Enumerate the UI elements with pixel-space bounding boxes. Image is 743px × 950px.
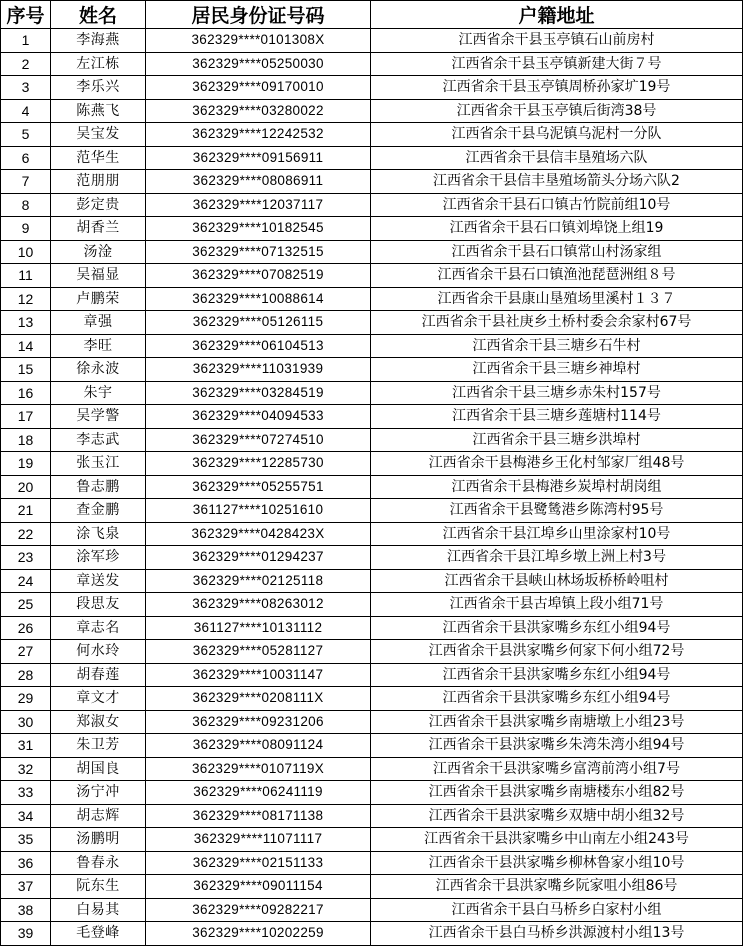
row-id-number: 362329****08263012 (146, 593, 371, 617)
row-name: 胡国良 (51, 757, 146, 781)
row-id-number: 362329****12037117 (146, 193, 371, 217)
table-row (1, 804, 743, 828)
row-name: 阮东生 (51, 875, 146, 899)
table-row (1, 123, 743, 147)
row-name: 汤淦 (51, 240, 146, 264)
table-row (1, 734, 743, 758)
row-index: 33 (1, 781, 51, 805)
table-row (1, 381, 743, 405)
row-index: 20 (1, 475, 51, 499)
row-address: 江西省余干县社庚乡土桥村委会余家村67号 (371, 311, 743, 335)
row-address: 江西省余干县峡山林场坂桥桥岭咀村 (371, 569, 743, 593)
row-name: 范朋朋 (51, 170, 146, 194)
row-name: 徐永波 (51, 358, 146, 382)
table-row (1, 428, 743, 452)
table-row (1, 452, 743, 476)
row-address: 江西省余干县三塘乡莲塘村114号 (371, 405, 743, 429)
row-name: 吴福显 (51, 264, 146, 288)
row-id-number: 362329****06241119 (146, 781, 371, 805)
row-address: 江西省余干县鹭鸶港乡陈湾村95号 (371, 499, 743, 523)
table-row (1, 76, 743, 100)
row-address: 江西省余干县江埠乡山里涂家村10号 (371, 522, 743, 546)
row-id-number: 362329****02125118 (146, 569, 371, 593)
row-id-number: 362329****05126115 (146, 311, 371, 335)
row-id-number: 362329****0428423X (146, 522, 371, 546)
row-address: 江西省余干县江埠乡墩上洲上村3号 (371, 546, 743, 570)
table-row (1, 546, 743, 570)
row-id-number: 362329****07132515 (146, 240, 371, 264)
row-index: 10 (1, 240, 51, 264)
row-name: 章文才 (51, 687, 146, 711)
row-name: 陈燕飞 (51, 99, 146, 123)
row-address: 江西省余干县洪家嘴乡南塘墩上小组23号 (371, 710, 743, 734)
header-row (1, 1, 743, 29)
row-address: 江西省余干县洪家嘴乡柳林鲁家小组10号 (371, 851, 743, 875)
row-id-number: 362329****0107119X (146, 757, 371, 781)
row-address: 江西省余干县洪家嘴乡东红小组94号 (371, 687, 743, 711)
row-index: 36 (1, 851, 51, 875)
row-name: 朱宇 (51, 381, 146, 405)
table-row (1, 757, 743, 781)
row-index: 26 (1, 616, 51, 640)
row-address: 江西省余干县石口镇常山村汤家组 (371, 240, 743, 264)
header-index: 序号 (1, 1, 51, 29)
row-index: 38 (1, 898, 51, 922)
row-address: 江西省余干县洪家嘴乡南塘楼东小组82号 (371, 781, 743, 805)
table-row (1, 264, 743, 288)
table-row (1, 640, 743, 664)
table-row (1, 875, 743, 899)
row-index: 1 (1, 29, 51, 53)
row-index: 37 (1, 875, 51, 899)
row-index: 39 (1, 922, 51, 946)
row-index: 34 (1, 804, 51, 828)
row-id-number: 362329****0101308X (146, 29, 371, 53)
row-name: 汤宁冲 (51, 781, 146, 805)
row-address: 江西省余干县洪家嘴乡何家下何小组72号 (371, 640, 743, 664)
table-row (1, 922, 743, 946)
row-id-number: 362329****04094533 (146, 405, 371, 429)
row-id-number: 362329****09170010 (146, 76, 371, 100)
table-row (1, 52, 743, 76)
table-row (1, 522, 743, 546)
row-index: 31 (1, 734, 51, 758)
row-name: 李旺 (51, 334, 146, 358)
row-name: 吴学警 (51, 405, 146, 429)
row-index: 5 (1, 123, 51, 147)
row-address: 江西省余干县玉亭镇新建大街７号 (371, 52, 743, 76)
row-address: 江西省余干县洪家嘴乡富湾前湾小组7号 (371, 757, 743, 781)
row-name: 鲁志鹏 (51, 475, 146, 499)
row-address: 江西省余干县梅港乡炭埠村胡岗组 (371, 475, 743, 499)
row-name: 段思友 (51, 593, 146, 617)
row-index: 23 (1, 546, 51, 570)
row-address: 江西省余干县梅港乡王化村邹家厂组48号 (371, 452, 743, 476)
row-id-number: 362329****10088614 (146, 287, 371, 311)
row-address: 江西省余干县信丰垦殖场箭头分场六队2 (371, 170, 743, 194)
row-id-number: 362329****05250030 (146, 52, 371, 76)
row-address: 江西省余干县石口镇刘埠饶上组19 (371, 217, 743, 241)
row-id-number: 362329****07274510 (146, 428, 371, 452)
table-row (1, 311, 743, 335)
row-name: 吴宝发 (51, 123, 146, 147)
row-id-number: 362329****01294237 (146, 546, 371, 570)
row-name: 汤鹏明 (51, 828, 146, 852)
table-row (1, 898, 743, 922)
row-index: 9 (1, 217, 51, 241)
table-row (1, 851, 743, 875)
row-index: 8 (1, 193, 51, 217)
table-row (1, 287, 743, 311)
row-address: 江西省余干县石口镇渔池琵琶洲组８号 (371, 264, 743, 288)
row-name: 李志武 (51, 428, 146, 452)
row-index: 30 (1, 710, 51, 734)
table-row (1, 217, 743, 241)
row-index: 4 (1, 99, 51, 123)
row-index: 21 (1, 499, 51, 523)
table-row (1, 710, 743, 734)
table-row (1, 781, 743, 805)
row-name: 郑淑女 (51, 710, 146, 734)
row-name: 张玉江 (51, 452, 146, 476)
table-row (1, 405, 743, 429)
row-index: 11 (1, 264, 51, 288)
table-row (1, 240, 743, 264)
row-id-number: 362329****10031147 (146, 663, 371, 687)
row-address: 江西省余干县三塘乡洪埠村 (371, 428, 743, 452)
row-id-number: 361127****10131112 (146, 616, 371, 640)
row-index: 24 (1, 569, 51, 593)
table-row (1, 99, 743, 123)
row-address: 江西省余干县洪家嘴乡阮家咀小组86号 (371, 875, 743, 899)
row-id-number: 362329****05255751 (146, 475, 371, 499)
row-address: 江西省余干县信丰垦殖场六队 (371, 146, 743, 170)
row-name: 彭定贵 (51, 193, 146, 217)
row-id-number: 362329****02151133 (146, 851, 371, 875)
row-index: 29 (1, 687, 51, 711)
row-address: 江西省余干县洪家嘴乡东红小组94号 (371, 663, 743, 687)
row-id-number: 362329****11071117 (146, 828, 371, 852)
row-address: 江西省余干县康山垦殖场里溪村１３７ (371, 287, 743, 311)
row-id-number: 362329****08171138 (146, 804, 371, 828)
header-name: 姓名 (51, 1, 146, 29)
table-row (1, 29, 743, 53)
table-row (1, 593, 743, 617)
row-id-number: 362329****09156911 (146, 146, 371, 170)
row-index: 15 (1, 358, 51, 382)
row-name: 胡香兰 (51, 217, 146, 241)
row-name: 李乐兴 (51, 76, 146, 100)
row-index: 18 (1, 428, 51, 452)
row-index: 16 (1, 381, 51, 405)
row-address: 江西省余干县洪家嘴乡东红小组94号 (371, 616, 743, 640)
row-address: 江西省余干县洪家嘴乡中山南左小组243号 (371, 828, 743, 852)
table-row (1, 358, 743, 382)
row-address: 江西省余干县三塘乡石牛村 (371, 334, 743, 358)
row-id-number: 362329****10202259 (146, 922, 371, 946)
row-address: 江西省余干县玉亭镇石山前房村 (371, 29, 743, 53)
table-row (1, 170, 743, 194)
table-row (1, 334, 743, 358)
row-name: 白易其 (51, 898, 146, 922)
row-id-number: 362329****08086911 (146, 170, 371, 194)
row-id-number: 362329****03284519 (146, 381, 371, 405)
row-id-number: 362329****03280022 (146, 99, 371, 123)
row-index: 35 (1, 828, 51, 852)
row-index: 6 (1, 146, 51, 170)
row-id-number: 362329****10182545 (146, 217, 371, 241)
row-name: 卢鹏荣 (51, 287, 146, 311)
row-address: 江西省余干县洪家嘴乡双塘中胡小组32号 (371, 804, 743, 828)
row-index: 32 (1, 757, 51, 781)
row-name: 毛登峰 (51, 922, 146, 946)
row-index: 14 (1, 334, 51, 358)
row-id-number: 361127****10251610 (146, 499, 371, 523)
row-id-number: 362329****09231206 (146, 710, 371, 734)
row-address: 江西省余干县三塘乡神埠村 (371, 358, 743, 382)
row-name: 章强 (51, 311, 146, 335)
row-index: 27 (1, 640, 51, 664)
row-address: 江西省余干县洪家嘴乡朱湾朱湾小组94号 (371, 734, 743, 758)
row-name: 涂飞泉 (51, 522, 146, 546)
row-id-number: 362329****06104513 (146, 334, 371, 358)
table-body (1, 29, 743, 946)
row-name: 查金鹏 (51, 499, 146, 523)
row-name: 涂军珍 (51, 546, 146, 570)
row-index: 12 (1, 287, 51, 311)
row-id-number: 362329****12285730 (146, 452, 371, 476)
table-row (1, 616, 743, 640)
row-address: 江西省余干县玉亭镇周桥孙家圹19号 (371, 76, 743, 100)
row-name: 李海燕 (51, 29, 146, 53)
row-id-number: 362329****09011154 (146, 875, 371, 899)
row-address: 江西省余干县白马桥乡洪源渡村小组13号 (371, 922, 743, 946)
row-index: 17 (1, 405, 51, 429)
row-name: 范华生 (51, 146, 146, 170)
row-name: 胡春莲 (51, 663, 146, 687)
header-address: 户籍地址 (371, 1, 743, 29)
row-name: 鲁春永 (51, 851, 146, 875)
row-index: 22 (1, 522, 51, 546)
table-row (1, 663, 743, 687)
row-id-number: 362329****0208111X (146, 687, 371, 711)
row-address: 江西省余干县石口镇古竹院前组10号 (371, 193, 743, 217)
row-index: 7 (1, 170, 51, 194)
header-id-number: 居民身份证号码 (146, 1, 371, 29)
row-address: 江西省余干县古埠镇上段小组71号 (371, 593, 743, 617)
row-id-number: 362329****05281127 (146, 640, 371, 664)
table-row (1, 687, 743, 711)
row-id-number: 362329****09282217 (146, 898, 371, 922)
table-row (1, 193, 743, 217)
row-name: 章送发 (51, 569, 146, 593)
row-index: 25 (1, 593, 51, 617)
row-name: 朱卫芳 (51, 734, 146, 758)
row-address: 江西省余干县白马桥乡白家村小组 (371, 898, 743, 922)
row-index: 13 (1, 311, 51, 335)
table-row (1, 499, 743, 523)
table-row (1, 828, 743, 852)
row-name: 章志名 (51, 616, 146, 640)
table-row (1, 475, 743, 499)
row-address: 江西省余干县玉亭镇后街湾38号 (371, 99, 743, 123)
row-index: 2 (1, 52, 51, 76)
row-name: 何水玲 (51, 640, 146, 664)
row-index: 3 (1, 76, 51, 100)
row-name: 左江栋 (51, 52, 146, 76)
row-id-number: 362329****08091124 (146, 734, 371, 758)
row-address: 江西省余干县三塘乡赤朱村157号 (371, 381, 743, 405)
table-row (1, 569, 743, 593)
row-name: 胡志辉 (51, 804, 146, 828)
row-id-number: 362329****11031939 (146, 358, 371, 382)
row-id-number: 362329****12242532 (146, 123, 371, 147)
row-index: 19 (1, 452, 51, 476)
row-id-number: 362329****07082519 (146, 264, 371, 288)
row-address: 江西省余干县乌泥镇乌泥村一分队 (371, 123, 743, 147)
table-row (1, 146, 743, 170)
row-index: 28 (1, 663, 51, 687)
